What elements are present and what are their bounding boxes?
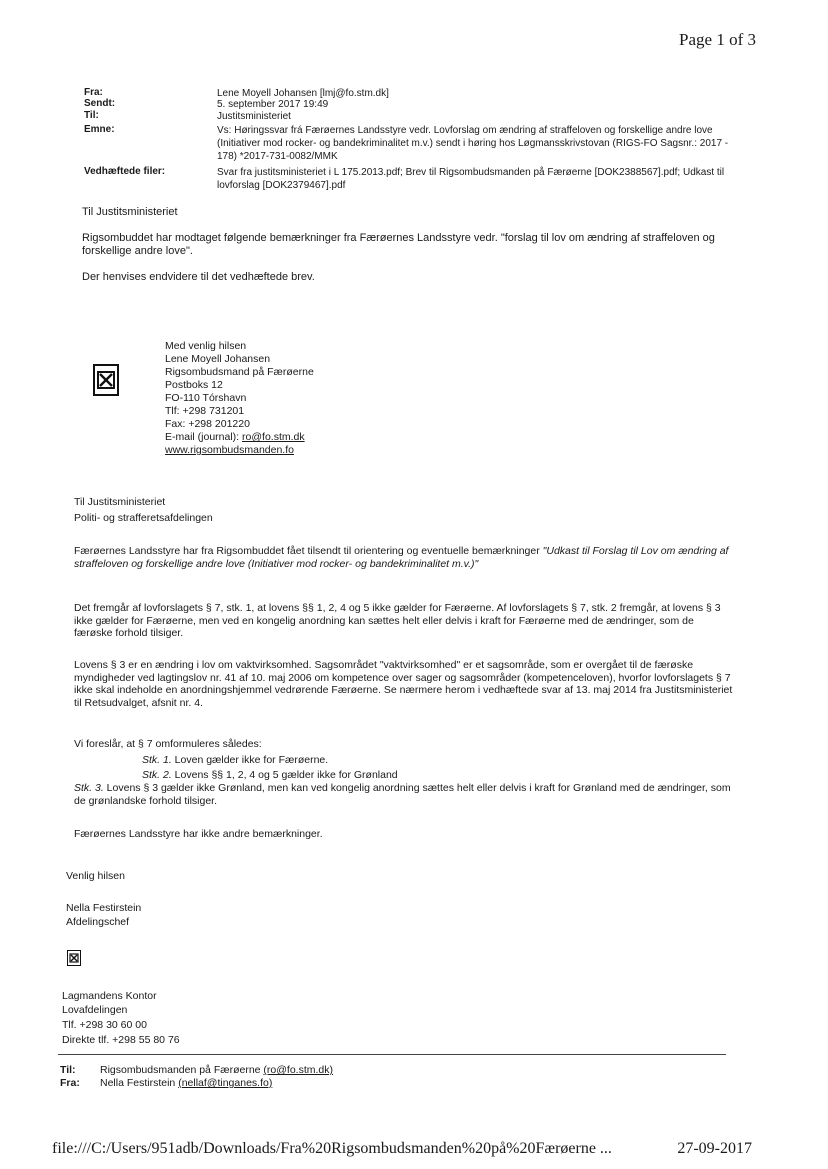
to-value: Justitsministeriet xyxy=(217,111,291,122)
signature-fax: Fax: +298 201220 xyxy=(165,418,250,430)
attachments-value[interactable]: Svar fra justitsministeriet i L 175.2013.pdf; Brev til Rigsombudsmanden på Færøerne [DOK2388567].pdf; Udkast til lovforslag [DOK2379467].pdf xyxy=(217,167,725,191)
footer-file-path: file:///C:/Users/951adb/Downloads/Fra%20Rigsombudsmanden%20på%20Færøerne ... xyxy=(52,1140,612,1157)
email-paragraph-1: Rigsombuddet har modtaget følgende bemærkninger fra Færøernes Landsstyre vedr. "forslag til lov om ændring af straffeloven og forskellige andre love". xyxy=(82,232,715,257)
signature-email-link[interactable]: ro@fo.stm.dk xyxy=(242,431,305,443)
subject-label: Emne: xyxy=(84,124,115,135)
stk-1-text: Loven gælder ikke for Færøerne. xyxy=(171,754,329,766)
sent-value: 5. september 2017 19:49 xyxy=(217,99,329,110)
bottom-to-email-link[interactable]: (ro@fo.stm.dk) xyxy=(263,1064,334,1076)
letter-stk-2 xyxy=(142,769,702,782)
attachments-label: Vedhæftede filer: xyxy=(84,166,166,177)
bottom-from-label: Fra: xyxy=(60,1077,80,1089)
letter-paragraph-4: Vi foreslår, at § 7 omformuleres således: xyxy=(74,738,262,750)
letter-p1-italic: "Udkast til Forslag til Lov om ændring af straffeloven og forskellige andre love (Initiativer mod rocker- og bandekriminalitet m.v.)" xyxy=(74,545,729,570)
letter-closing: Venlig hilsen xyxy=(66,870,125,882)
bottom-to-label: Til: xyxy=(60,1064,76,1076)
from-label: Fra: xyxy=(84,87,103,98)
stk-3-label: Stk. 3. xyxy=(74,782,104,794)
email-paragraph-2: Der henvises endvidere til det vedhæftede brev. xyxy=(82,271,315,283)
signature-city: FO-110 Tórshavn xyxy=(165,392,247,404)
signature-website-link[interactable]: www.rigsombudsmanden.fo xyxy=(165,444,294,456)
bottom-from-value xyxy=(100,1077,272,1089)
signature-closing: Med venlig hilsen xyxy=(165,340,247,352)
stk-3-text: Lovens § 3 gælder ikke Grønland, men kan ved kongelig anordning sættes helt eller delvis i kraft for Grønland med de ændringer, som de grønlandske forhold tilsiger. xyxy=(74,782,731,807)
divider xyxy=(58,1054,726,1055)
letter-recipient: Til Justitsministeriet xyxy=(74,496,166,508)
footer-date: 27-09-2017 xyxy=(677,1140,752,1157)
letter-org-1: Lagmandens Kontor xyxy=(62,990,157,1002)
letter-signer-title: Afdelingschef xyxy=(66,916,130,928)
signature-email xyxy=(165,431,305,444)
letter-paragraph-2: Det fremgår af lovforslagets § 7, stk. 1, at lovens §§ 1, 2, 4 og 5 ikke gælder for Færøerne. Af lovforslagets § 7, stk. 2 fremgår, at lovens § 3 ikke gælder for Færøerne, men ved en kongelig anordning kan sættes helt eller delvis i kraft for Færøerne med de ændringer, som de færøske forhold tilsiger. xyxy=(74,602,721,640)
bottom-to-value xyxy=(100,1064,333,1076)
signature-email-prefix: E-mail (journal): xyxy=(165,431,243,443)
letter-stk-1 xyxy=(142,754,702,767)
from-value: Lene Moyell Johansen [lmj@fo.stm.dk] xyxy=(217,88,389,99)
signature-pobox: Postboks 12 xyxy=(165,379,223,391)
signature-name: Lene Moyell Johansen xyxy=(165,353,271,365)
broken-image-icon xyxy=(93,364,119,396)
signature-title: Rigsombudsmand på Færøerne xyxy=(165,366,314,378)
letter-direct-phone: Direkte tlf. +298 55 80 76 xyxy=(62,1034,180,1046)
sent-label: Sendt: xyxy=(84,98,116,109)
letter-phone: Tlf. +298 30 60 00 xyxy=(62,1019,147,1031)
letter-stk-3 xyxy=(74,782,734,807)
broken-image-icon-small xyxy=(67,950,81,966)
letter-signer-name: Nella Festirstein xyxy=(66,902,142,914)
bottom-to-name: Rigsombudsmanden på Færøerne xyxy=(100,1064,264,1076)
email-greeting: Til Justitsministeriet xyxy=(82,206,178,218)
stk-2-label: Stk. 2. xyxy=(142,769,172,781)
letter-p1-text: Færøernes Landsstyre har fra Rigsombuddet fået tilsendt til orientering og eventuelle bemærkninger xyxy=(74,545,543,557)
letter-org-2: Lovafdelingen xyxy=(62,1004,128,1016)
letter-paragraph-1 xyxy=(74,545,734,570)
to-label: Til: xyxy=(84,110,99,121)
stk-2-text: Lovens §§ 1, 2, 4 og 5 gælder ikke for Grønland xyxy=(171,769,398,781)
subject-value: Vs: Høringssvar frá Færøernes Landsstyre vedr. Lovforslag om ændring af straffeloven og forskellige andre love (Initiativer mod rocker- og bandekriminalitet m.v.) sendt i høring hos Løgmansskrivstovan (RIGS-FO Sagsnr.: 2017 - 178) *2017-731-0082/MMK xyxy=(217,125,729,162)
signature-phone: Tlf: +298 731201 xyxy=(165,405,245,417)
page-number: Page 1 of 3 xyxy=(679,30,756,49)
bottom-from-name: Nella Festirstein xyxy=(100,1077,179,1089)
bottom-from-email-link[interactable]: (nellaf@tinganes.fo) xyxy=(178,1077,273,1089)
letter-recipient-dept: Politi- og strafferetsafdelingen xyxy=(74,512,213,524)
letter-paragraph-3: Lovens § 3 er en ændring i lov om vaktvirksomhed. Sagsområdet "vaktvirksomhed" er et sagsområde, som er overgået til de færøske myndigheder ved lagtingslov nr. 41 af 10. maj 2006 om kompetence over sager og sagsområder (kompetenceloven), hvorfor lovforslagets § 7 ikke skal indeholde en anordningshjemmel vedrørende Færøerne. Se nærmere herom i vedhæftede svar af 13. maj 2014 fra Justitsministeriet til Retsudvalget, afsnit nr. 4. xyxy=(74,659,733,709)
stk-1-label: Stk. 1. xyxy=(142,754,172,766)
letter-paragraph-5: Færøernes Landsstyre har ikke andre bemærkninger. xyxy=(74,828,323,840)
